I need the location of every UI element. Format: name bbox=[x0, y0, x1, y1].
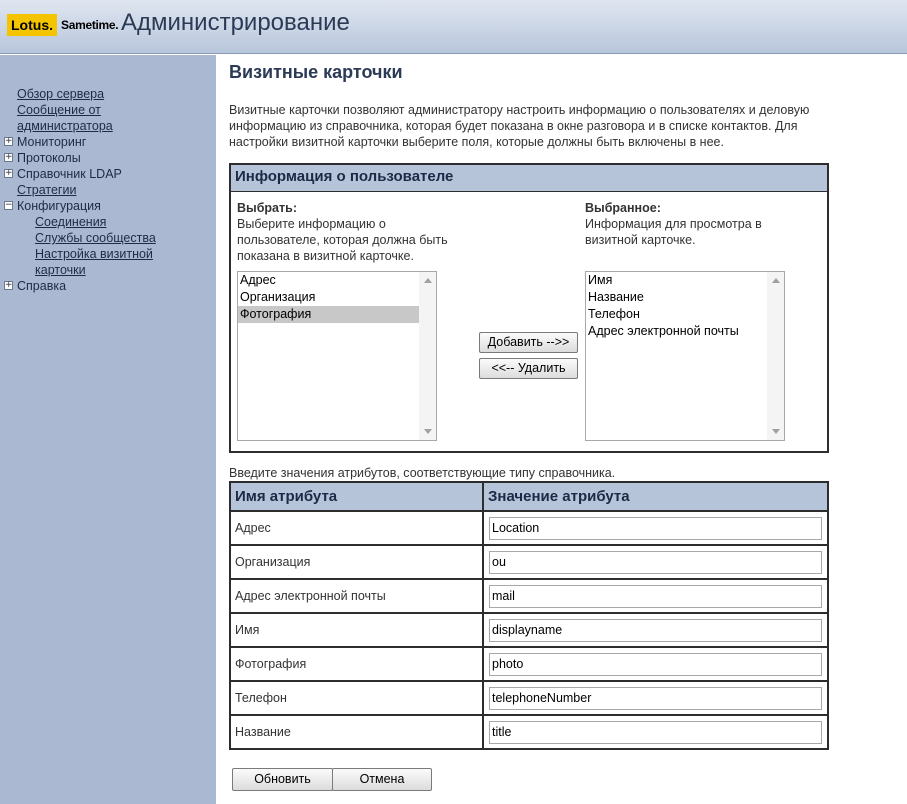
table-row bbox=[230, 715, 828, 749]
scroll-up-icon[interactable] bbox=[424, 278, 432, 283]
add-field-button[interactable]: Добавить -->> bbox=[479, 332, 578, 353]
attribute-name: Организация bbox=[230, 545, 483, 579]
sidebar-link[interactable]: Сообщение от bbox=[17, 103, 101, 117]
attribute-value-input[interactable] bbox=[489, 517, 822, 540]
attribute-value-input[interactable] bbox=[489, 585, 822, 608]
sidebar-item[interactable] bbox=[4, 246, 214, 262]
selected-fields-listbox[interactable] bbox=[585, 271, 785, 441]
sidebar-link[interactable]: Соединения bbox=[35, 215, 107, 229]
attributes-table bbox=[229, 481, 829, 750]
attribute-value-cell bbox=[483, 715, 828, 749]
expand-icon[interactable]: + bbox=[5, 280, 13, 290]
list-option[interactable]: Организация bbox=[240, 290, 316, 304]
selected-description: Информация для просмотра в визитной карточке. bbox=[585, 217, 762, 247]
sidebar-link[interactable]: Стратегии bbox=[17, 183, 77, 197]
user-info-heading: Информация о пользователе bbox=[231, 165, 827, 192]
available-listbox-scrollbar[interactable] bbox=[419, 272, 436, 440]
user-info-panel bbox=[229, 163, 829, 453]
col-attribute-name: Имя атрибута bbox=[230, 482, 483, 511]
attribute-name: Название bbox=[230, 715, 483, 749]
selected-listbox-scrollbar[interactable] bbox=[767, 272, 784, 440]
table-row bbox=[230, 511, 828, 545]
sidebar-item-label[interactable]: Мониторинг bbox=[17, 135, 87, 149]
available-fields-listbox[interactable] bbox=[237, 271, 437, 441]
list-option[interactable]: Название bbox=[588, 290, 644, 304]
expand-icon[interactable]: + bbox=[5, 136, 13, 146]
expand-icon[interactable]: + bbox=[5, 152, 13, 162]
attribute-value-cell bbox=[483, 545, 828, 579]
sidebar-item[interactable] bbox=[4, 262, 214, 278]
choose-label bbox=[237, 200, 467, 264]
list-option[interactable]: Адрес электронной почты bbox=[588, 324, 739, 338]
sidebar-item[interactable] bbox=[4, 230, 214, 246]
scroll-up-icon[interactable] bbox=[772, 278, 780, 283]
remove-field-button[interactable]: <<-- Удалить bbox=[479, 358, 578, 379]
logo-sametime-text: Sametime. bbox=[61, 18, 119, 32]
sidebar-item-label[interactable]: Справка bbox=[17, 279, 67, 293]
table-row bbox=[230, 545, 828, 579]
attribute-value-cell bbox=[483, 613, 828, 647]
cancel-button[interactable]: Отмена bbox=[332, 768, 432, 791]
scroll-down-icon[interactable] bbox=[772, 429, 780, 434]
col-attribute-value: Значение атрибута bbox=[483, 482, 828, 511]
sidebar-item[interactable] bbox=[4, 166, 214, 182]
attribute-value-cell bbox=[483, 647, 828, 681]
sidebar-item[interactable] bbox=[4, 118, 214, 134]
sidebar-link[interactable]: Службы сообщества bbox=[35, 231, 156, 245]
selected-label bbox=[585, 200, 815, 248]
collapse-icon[interactable]: − bbox=[5, 200, 13, 210]
attribute-value-input[interactable] bbox=[489, 551, 822, 574]
scroll-down-icon[interactable] bbox=[424, 429, 432, 434]
expand-icon[interactable]: + bbox=[5, 168, 13, 178]
choose-description: Выберите информацию о пользователе, которая должна быть показана в визитной карточке. bbox=[237, 217, 448, 263]
sidebar-item[interactable] bbox=[4, 214, 214, 230]
table-row bbox=[230, 613, 828, 647]
list-option[interactable]: Фотография bbox=[238, 306, 419, 323]
app-title: Администрирование bbox=[121, 9, 350, 36]
update-button[interactable]: Обновить bbox=[232, 768, 333, 791]
sidebar-item[interactable] bbox=[4, 182, 214, 198]
attribute-value-input[interactable] bbox=[489, 653, 822, 676]
list-option[interactable]: Адрес bbox=[240, 273, 276, 287]
attribute-value-input[interactable] bbox=[489, 619, 822, 642]
sidebar-link[interactable]: администратора bbox=[17, 119, 113, 133]
table-row bbox=[230, 579, 828, 613]
attribute-name: Телефон bbox=[230, 681, 483, 715]
attribute-value-input[interactable] bbox=[489, 687, 822, 710]
attribute-name: Фотография bbox=[230, 647, 483, 681]
attributes-caption: Введите значения атрибутов, соответствующие типу справочника. bbox=[229, 466, 616, 480]
sidebar-item[interactable] bbox=[4, 134, 214, 150]
sidebar-link[interactable]: карточки bbox=[35, 263, 86, 277]
sidebar-link[interactable]: Обзор сервера bbox=[17, 87, 105, 101]
sidebar-nav bbox=[4, 86, 214, 294]
table-row bbox=[230, 647, 828, 681]
lotus-sametime-logo bbox=[7, 14, 118, 36]
attribute-value-cell bbox=[483, 681, 828, 715]
list-option[interactable]: Телефон bbox=[588, 307, 640, 321]
selected-title: Выбранное: bbox=[585, 201, 661, 215]
list-option[interactable]: Имя bbox=[588, 273, 613, 287]
app-header bbox=[0, 0, 907, 54]
sidebar-item-label[interactable]: Справочник LDAP bbox=[17, 167, 122, 181]
sidebar-item[interactable] bbox=[4, 198, 214, 214]
sidebar-item[interactable] bbox=[4, 150, 214, 166]
sidebar-item[interactable] bbox=[4, 102, 214, 118]
attribute-value-input[interactable] bbox=[489, 721, 822, 744]
sidebar-item-label[interactable]: Конфигурация bbox=[17, 199, 101, 213]
sidebar bbox=[0, 55, 216, 804]
sidebar-item[interactable] bbox=[4, 86, 214, 102]
attribute-name: Адрес bbox=[230, 511, 483, 545]
logo-lotus-mark: Lotus. bbox=[7, 14, 57, 36]
table-row bbox=[230, 681, 828, 715]
sidebar-item[interactable] bbox=[4, 278, 214, 294]
attribute-name: Имя bbox=[230, 613, 483, 647]
sidebar-item-label[interactable]: Протоколы bbox=[17, 151, 81, 165]
intro-text: Визитные карточки позволяют администратору настроить информацию о пользователях и деловую информацию из справочника, которая будет показана в окне разговора и в списке контактов. Для настройки визитной карточки выберите поля, которые должны быть включены в нее. bbox=[229, 103, 810, 149]
attribute-value-cell bbox=[483, 511, 828, 545]
attribute-value-cell bbox=[483, 579, 828, 613]
page-title: Визитные карточки bbox=[229, 62, 403, 82]
choose-title: Выбрать: bbox=[237, 201, 297, 215]
attribute-name: Адрес электронной почты bbox=[230, 579, 483, 613]
sidebar-link[interactable]: Настройка визитной bbox=[35, 247, 153, 261]
